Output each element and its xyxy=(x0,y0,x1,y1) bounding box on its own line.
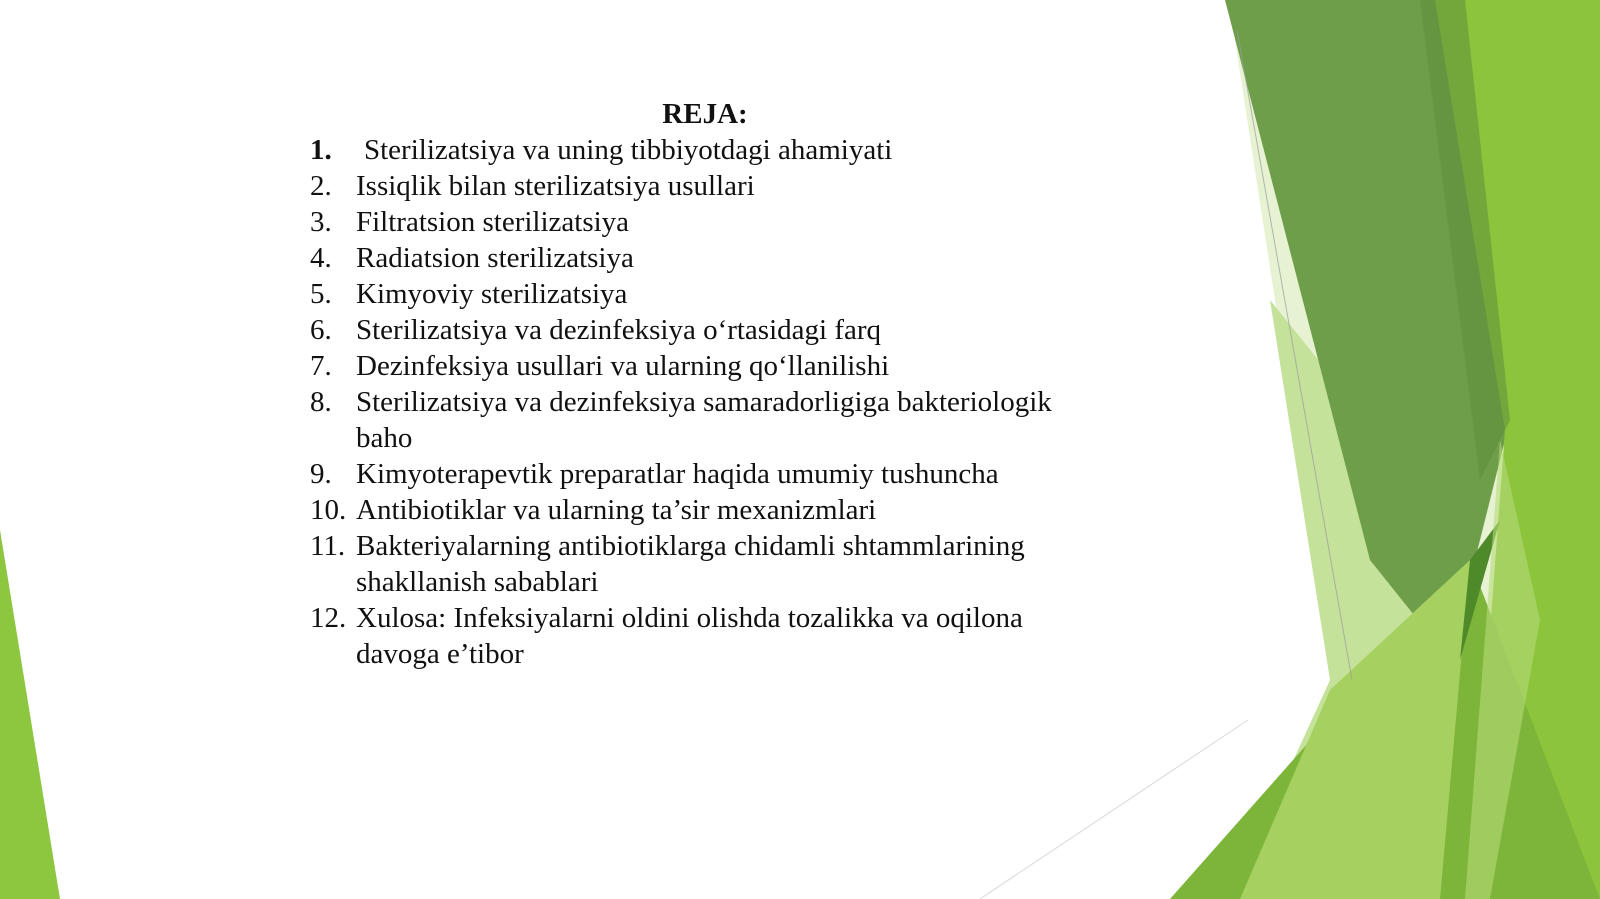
list-item-text: Sterilizatsiya va uning tibbiyotdagi ahamiyati xyxy=(364,134,893,166)
list-item-text: Filtratsion sterilizatsiya xyxy=(356,206,630,238)
list-item-number: 11. xyxy=(310,530,346,562)
list-item-text: Sterilizatsiya va dezinfeksiya o‘rtasidagi farq xyxy=(356,314,882,346)
list-item xyxy=(310,348,1100,384)
list-item xyxy=(310,132,1100,168)
list-item-text: Radiatsion sterilizatsiya xyxy=(356,242,634,274)
list-item-text: Antibiotiklar va ularning ta’sir mexanizmlari xyxy=(356,494,877,526)
list-item-text: Dezinfeksiya usullari va ularning qo‘llanilishi xyxy=(356,350,890,382)
list-item xyxy=(310,276,1100,312)
list-item xyxy=(310,168,1100,204)
list-item-number: 7. xyxy=(310,350,332,382)
list-item-number: 5. xyxy=(310,278,332,310)
list-item-number: 1. xyxy=(310,134,332,166)
plan-content xyxy=(310,96,1100,672)
list-item xyxy=(310,528,1100,600)
list-item xyxy=(310,456,1100,492)
list-item xyxy=(310,492,1100,528)
list-item xyxy=(310,204,1100,240)
plan-list xyxy=(310,132,1100,672)
list-item-text: Xulosa: Infeksiyalarni oldini olishda tozalikka va oqilona davoga e’tibor xyxy=(356,602,1023,670)
list-item-number: 12. xyxy=(310,602,347,634)
list-item-number: 4. xyxy=(310,242,332,274)
list-item xyxy=(310,600,1100,672)
list-item-number: 3. xyxy=(310,206,332,238)
list-item-text: Kimyoterapevtik preparatlar haqida umumiy tushuncha xyxy=(356,458,999,490)
list-item xyxy=(310,240,1100,276)
left-green-sliver xyxy=(0,530,60,899)
list-item-text: Sterilizatsiya va dezinfeksiya samaradorligiga bakteriologik baho xyxy=(356,386,1052,454)
list-item-number: 10. xyxy=(310,494,347,526)
list-item-text: Bakteriyalarning antibiotiklarga chidamli shtammlarining shakllanish sabablari xyxy=(356,530,1025,598)
list-item xyxy=(310,312,1100,348)
list-item-number: 2. xyxy=(310,170,332,202)
list-item-number: 8. xyxy=(310,386,332,418)
list-item xyxy=(310,384,1100,456)
list-item-text: Issiqlik bilan sterilizatsiya usullari xyxy=(356,170,755,202)
list-item-number: 9. xyxy=(310,458,332,490)
list-item-number: 6. xyxy=(310,314,332,346)
slide-title: REJA: xyxy=(662,98,748,130)
list-item-text: Kimyoviy sterilizatsiya xyxy=(356,278,628,310)
